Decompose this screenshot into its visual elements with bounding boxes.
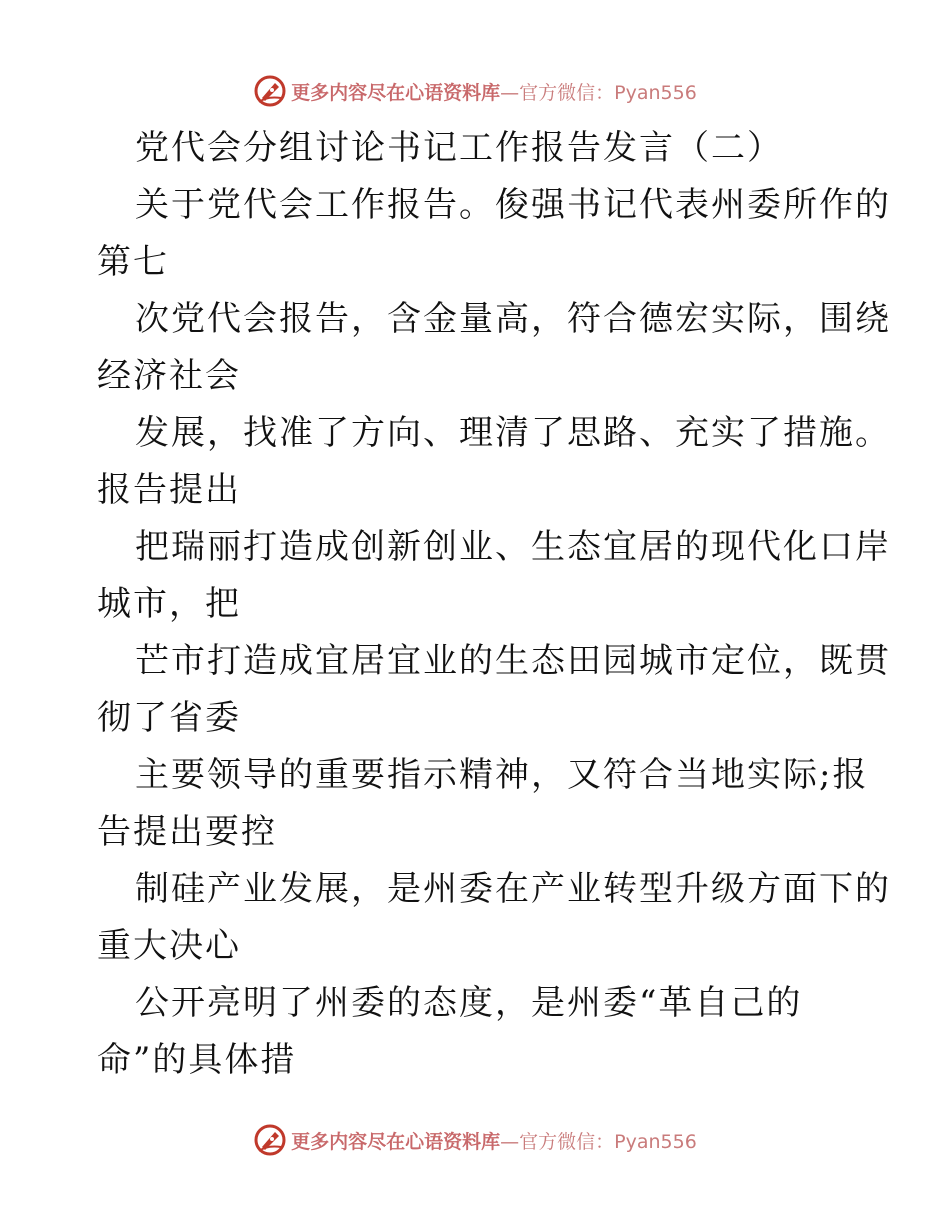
paragraph-line: 城市，把 <box>97 584 241 624</box>
header-banner <box>0 71 950 111</box>
banner-title: 更多内容尽在心语资料库 <box>291 1130 501 1153</box>
pen-nib-logo-icon <box>253 74 287 108</box>
paragraph-line: 把瑞丽打造成创新创业、生态宜居的现代化口岸 <box>135 527 891 567</box>
footer-banner <box>0 1120 950 1160</box>
banner-text <box>291 78 697 105</box>
banner-wechat: 官方微信：Pyan556 <box>519 1130 697 1153</box>
document-title: 党代会分组讨论书记工作报告发言（二） <box>135 128 783 168</box>
banner-text <box>291 1127 697 1154</box>
paragraph-line: 主要领导的重要指示精神，又符合当地实际;报 <box>135 755 869 795</box>
banner-dash: — <box>500 1130 520 1153</box>
paragraph-line: 彻了省委 <box>97 698 241 738</box>
paragraph-line: 次党代会报告，含金量高，符合德宏实际，围绕 <box>135 299 891 339</box>
paragraph-line: 芒市打造成宜居宜业的生态田园城市定位，既贯 <box>135 641 891 681</box>
paragraph-line: 经济社会 <box>97 356 241 396</box>
paragraph-line: 告提出要控 <box>97 812 277 852</box>
paragraph-line: 第七 <box>97 242 169 282</box>
banner-title: 更多内容尽在心语资料库 <box>291 81 501 104</box>
document-body <box>97 120 891 1089</box>
banner-dash: — <box>500 81 520 104</box>
paragraph-line: 关于党代会工作报告。俊强书记代表州委所作的 <box>135 185 891 225</box>
paragraph-line: 发展，找准了方向、理清了思路、充实了措施。 <box>135 413 891 453</box>
paragraph-line: 报告提出 <box>97 470 241 510</box>
pen-nib-logo-icon <box>253 1123 287 1157</box>
paragraph-line: 重大决心 <box>97 926 241 966</box>
paragraph-line: 制硅产业发展，是州委在产业转型升级方面下的 <box>135 869 891 909</box>
banner-wechat: 官方微信：Pyan556 <box>519 81 697 104</box>
paragraph-line: 命”的具体措 <box>97 1040 297 1080</box>
paragraph-line: 公开亮明了州委的态度，是州委“革自己的 <box>135 983 803 1023</box>
